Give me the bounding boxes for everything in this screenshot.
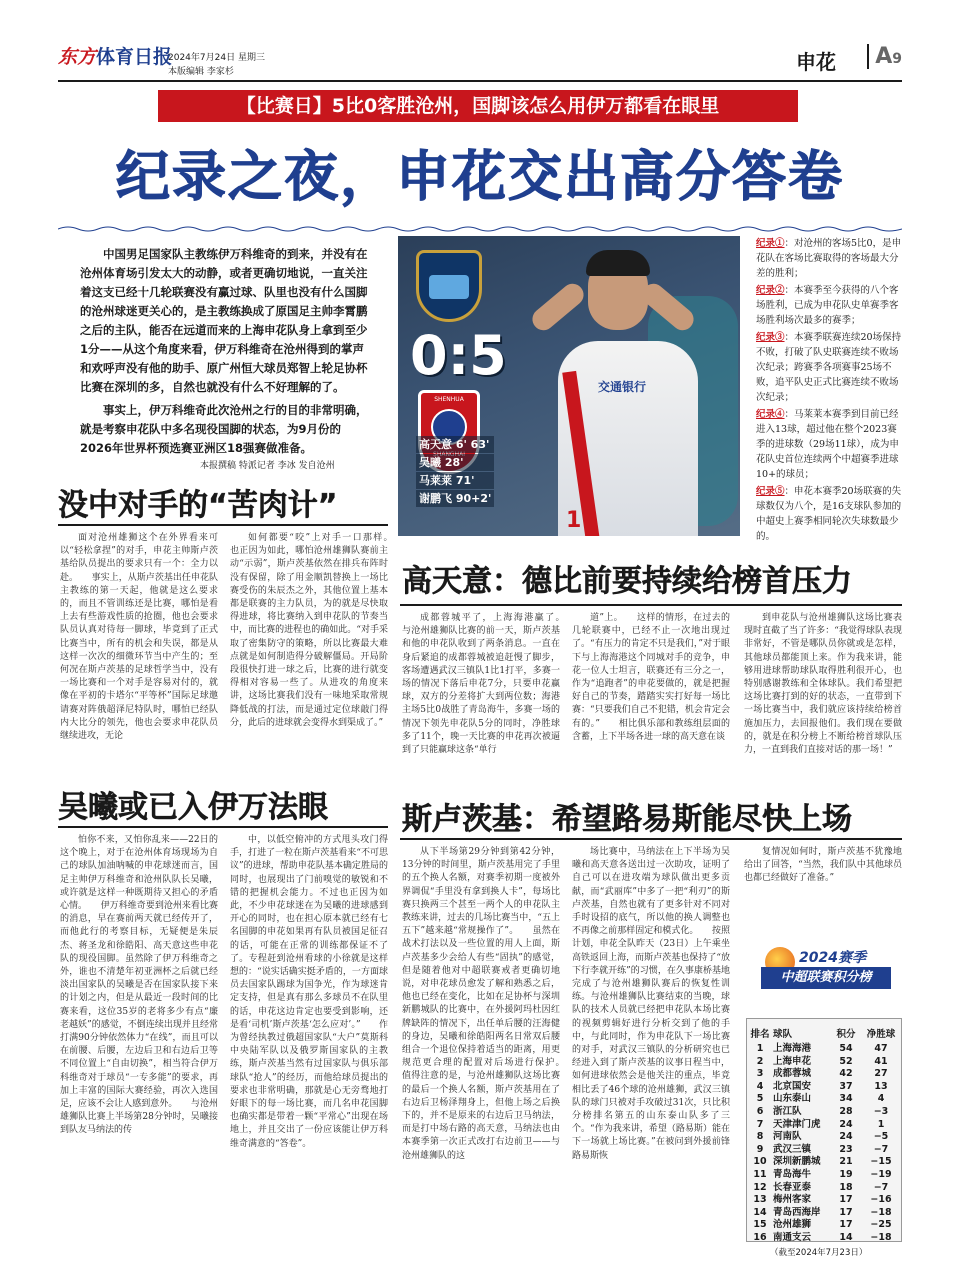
table-row [747,1207,901,1220]
logo-dong: 东方 [58,46,97,68]
section-1-col-1: 面对沧州雄狮这个在外界看来可以“轻松拿捏”的对手，申花主帅斯卢茨基给队员提出的要求只有一个：全力以赴。 事实上，从斯卢茨基出任申花队主教练的第一天起，他就是这么要求的，而且不管训练还是比赛，哪怕是看上去有些游戏性质的抢圈，他也会要求队员认真对待每一脚球，毕竟到了正式比赛当中，所有的机会和失误，都是从这样一次次的细微环节当中产生的；至何况在斯卢茨基的足球哲学当中，没有一场比赛和一个对手是容易对付的，就像在平初的卡塔尔“平等杯”国际足球邀请赛对阵俄超泽尼特队时，哪怕已经队内大比分的领先，他也会要求申花队员继续进攻，无论 [60,533,218,742]
section-3-col-2: 中，以低空俯冲的方式甩头攻门得手，打进了一粒在斯卢茨基看来“不可思议”的进球，帮助申花队基本确定胜局的同时，也展现出了门前嗅觉的敏锐和不错的把握机会能力。不过也正因为如此，不少申花球迷在为吴曦的进球感到开心的同时，也在担心原本就已经有七名国脚的申花如果再有队员被国足征召的话，可能在正常的训练都保证不了了。专程赶到沧州看球的小徐就是这样想的：“说实话确实挺矛盾的，一方面球员去国家队踢球为国争光，作为球迷肯定支持，但是真有那么多球员不在队里的话，申花这边肯定也要受到影响，还是看‘司机’斯卢茨基‘怎么应对’。” 作为曾经执教过俄超国家队“大户”莫斯科中央陆军队以及俄罗斯国家队的主教练，斯卢茨基当然有过国家队与俱乐部球队“抢人”的经历，而他给球员提出的要求也非常明确，那就是心无旁骛地打好眼下的每一场比赛，而几名申花国脚也确实都是带着一颗“平常心”出现在场地上，并且交出了一份应该能让伊万科维奇满意的“答卷”。 [230,835,388,1149]
header-points: 积分 [836,1029,856,1040]
table-row [747,1106,901,1119]
table-row [747,1232,901,1245]
cell-rank: 16 [753,1231,767,1243]
cell-points: 54 [839,1043,853,1054]
table-body [747,1043,901,1245]
cell-rank: 5 [756,1093,764,1105]
jersey-number: 17 [566,508,597,533]
header-goal-diff: 净胜球 [866,1029,896,1040]
cell-team: 河南队 [773,1131,802,1143]
cell-points: 18 [839,1181,853,1193]
scorer: 高天意 6' 63' [416,436,494,453]
cell-goal-diff: −7 [873,1181,889,1193]
section-name: 申花 [796,50,836,74]
section-4-col-3: 复情况如何时，斯卢茨基不犹豫地给出了回答，“当然，我们队中其他球员也都已经做好了准备。” [744,847,902,884]
cell-team: 长春亚泰 [773,1181,812,1193]
page-num: 9 [892,51,902,67]
main-headline: 纪录之夜，申花交出高分答卷 [116,145,844,208]
standings-note: （截至2024年7月23日） [770,1248,868,1258]
cell-rank: 9 [756,1143,764,1155]
standings-header [747,939,903,1015]
cell-team: 沧州雄狮 [773,1219,812,1231]
scorer: 谢鹏飞 90+2' [416,490,494,507]
section-2-col-1: 成都蓉城平了，上海海港赢了。 与沧州雄狮队比赛的前一天，斯卢茨基和他的申花队收到了两条消息。一直在身后紧追的成都蓉城被追赶慢了脚步，客场遭遇武汉三镇队1比1打平，多赛一场的情况下落后申花7分，只要申花赢球，双方的分差将扩大到两位数；海港主场5比0战胜了青岛海牛，多赛一场的情况下领先申花队5分的同时，净胜球多了11个，晚一天比赛的申花再次被逼到了只能赢球这条“单行 [402,613,560,756]
cell-goal-diff: −5 [873,1131,889,1143]
cell-points: 17 [839,1206,853,1218]
cell-rank: 15 [753,1219,767,1231]
header-rank: 排名 [750,1029,770,1040]
cell-rank: 7 [756,1118,764,1130]
section-1-col-2: 如何都要“咬”上对手一口那样。 也正因为如此，哪怕沧州雄狮队赛前主动“示弱”，斯卢茨基依然在排兵布阵时没有保留，除了用金顺凯替换上一场比赛受伤的朱辰杰之外，其他位置上基本都是联赛的主力队员，为的就是尽快取得进球，将比赛纳入到申花队的节奏当中，而比赛的进程也的确如此。“对手采取了密集防守的策略，所以比赛最大难点就是如何制造得分破解僵局。开局阶段很快打进一球之后，比赛的进行就变得相对容易一些了。从进攻的角度来讲，这场比赛我们没有一味地采取常规降低战的打法，而是通过定位球敲门得分，此后的进球就会变得水到渠成了。” [230,533,388,728]
table-row [747,1169,901,1182]
wave-divider [58,225,902,233]
cell-rank: 13 [753,1194,767,1206]
record-item: 纪录③：本赛季联赛连续20场保持不败，打破了队史联赛连续不败场次纪录；跨赛季各项赛事25场不败，追平队史正式比赛连续不败场次纪录； [756,332,902,403]
page-editor: 本版编辑 李家杉 [168,67,234,77]
cell-goal-diff: −19 [870,1168,892,1180]
cell-team: 青岛西海岸 [773,1206,821,1218]
section-2-title: 高天意：德比前要持续给榜首压力 [402,564,852,599]
cell-points: 52 [839,1055,853,1067]
cell-points: 24 [839,1118,853,1130]
page-number [867,44,902,69]
byline: 本报撰稿 特派记者 李冰 发自沧州 [200,461,335,471]
section-3-title: 吴曦或已入伊万法眼 [58,790,328,825]
cell-points: 42 [839,1068,853,1080]
table-row [747,1093,901,1106]
cell-points: 34 [839,1093,853,1105]
table-row [747,1144,901,1157]
table-row [747,1131,901,1144]
cell-team: 天津津门虎 [773,1118,821,1130]
cell-goal-diff: −15 [870,1156,892,1168]
cell-points: 14 [839,1231,853,1243]
cell-rank: 11 [753,1168,767,1180]
table-row [747,1056,901,1069]
section-2-rule [400,604,902,606]
cell-points: 19 [839,1168,853,1180]
cell-goal-diff: −18 [870,1206,892,1218]
table-header-row [747,1027,901,1043]
cell-rank: 6 [756,1105,764,1117]
cell-rank: 4 [756,1080,764,1092]
table-row [747,1194,901,1207]
cell-team: 梅州客家 [773,1194,812,1206]
standings-title: 中超联赛积分榜 [761,967,891,989]
table-row [747,1119,901,1132]
cell-goal-diff: 4 [877,1093,885,1105]
record-item: 纪录④：马莱莱本赛季到目前已经进入13球，超过他在整个2023赛季的进球数（29场11球），成为申花队史首位连续两个中超赛季进球10+的球员； [756,409,899,480]
cell-team: 上海申花 [773,1055,812,1067]
section-1-title: 没中对手的“苦肉计” [58,488,338,523]
cell-goal-diff: 41 [874,1055,888,1067]
cell-team: 成都蓉城 [773,1068,812,1080]
cell-goal-diff: −16 [870,1194,892,1206]
section-2-col-2: 道”上。 这样的情形，在过去的几轮联赛中，已经不止一次地出现过了。“有压力的肯定不只是我们，”对于眼下与上海海港这个同城对手的竞争，申花一位人士坦言，联赛还有三分之一，作为“追跑者”的申花要做的，就是把握好自己的节奏，踏踏实实打好每一场比赛：“只要我们自己不犯错，机会肯定会有的。” 相比俱乐部和教练组层面的含蓄，上下半场各进一球的高天意在谈 [572,613,730,742]
section-3-col-1: 怕你不来，又怕你乱来——22日的这个晚上，对于在沧州体育场现场为自己的球队加油呐喊的申花球迷而言，国足主帅伊万科维奇和沧州队队长吴曦，或许就是这样一种既期待又担心的矛盾心情。 伊万科维奇要到沧州来看比赛的消息，早在赛前两天就已经传开了，而他此行的考察目标，无疑便是朱辰杰、蒋圣龙和徐皓阳、高天意这些申花队的现役国脚。虽然除了伊万科维奇之外，谁也不清楚年初亚洲杯之后就已经淡出国家队的吴曦是否在国家队接下来的计划之内，但是从最近一段时间的比赛来看，这位35岁的老将多少有点“廉老越妖”的感觉，不倒连续出现并且经常打满90分钟依然体力“在线”，而且可以在前腰、后腰，左边后卫和右边后卫等不同位置上“自由切换”，相当符合伊万科维奇对于球员“一专多能”的要求，再加上丰富的国际大赛经验，再次入选国足，应该不会让人感到意外。 与沧州雄狮队比赛上半场第28分钟时，吴曦接到队友马纳法的传 [60,835,218,1136]
top-banner: 【比赛日】5比0客胜沧州，国脚该怎么用伊万都看在眼里 [158,90,798,122]
page-letter: A [875,44,893,69]
cell-points: 24 [839,1131,853,1143]
section-2-col-3: 到申花队与沧州雄狮队这场比赛表现时直截了当了许多：“我觉得球队表现非常好，不管是哪队员你就或是怎样，其他球员都能顶上来。作为我来讲，能够用进球帮助球队取得胜利很开心，也特别感谢教练和全体球队。我们希望把这场比赛打到的好的状态，一直带到下一场比赛当中，我们就应该持续给榜首施加压力，去回报他们。我们现在要做的，就是在积分榜上不断给榜首球队压力，一直到我们直接对话的那一场！” [744,613,902,756]
cell-points: 28 [839,1105,853,1117]
section-4-col-2: 场比赛中，马纳法在上下半场为吴曦和高天意各送出过一次助攻，证明了自己可以在进攻端为球队做出更多贡献，而“武丽库”中多了一把“利刃”的斯卢茨基，自然也就有了更多针对不同对手时设招的底气，所以他的换人调整也不再像之前那样固定和模式化。 按照计划，申花全队昨天（23日）上午乘坐高铁返回上海，而斯卢茨基也保持了“放下行李就开练”的习惯，在久事康桥基地完成了与沧州雄狮队赛后的恢复性训练。与沧州雄狮队比赛结束的当晚，球队的技术人员就已经把申花队本场比赛的视频剪辑好进行分析交到了他的手中，与此同时，作为申花队下一场比赛的对手，对武汉三镇队的分析研究也已经进入到了斯卢茨基的议事日程当中，如何进球依然会是他关注的重点，毕竟相比丢了46个球的沧州雄狮，武汉三镇队的球门只被对手攻破过31次，只比积分榜排名第五的山东泰山队多了三个。“作为我来讲，希望（路易斯）能在下一场就上场比赛。”在被问到外援前锋路易斯恢 [572,847,730,1161]
standings-season: 2024赛季 [799,950,866,966]
cell-goal-diff: 13 [874,1080,888,1092]
cell-points: 17 [839,1194,853,1206]
newspaper-logo [58,42,172,69]
cell-rank: 3 [756,1068,764,1080]
table-row [747,1182,901,1195]
scorer: 吴曦 28' [416,454,494,471]
section-4-rule [400,838,902,840]
issue-date: 2024年7月24日 星期三 [168,53,265,63]
scorer: 马莱莱 71' [416,472,494,489]
table-row [747,1156,901,1169]
cell-team: 山东泰山 [773,1093,812,1105]
cell-goal-diff: −7 [873,1143,889,1155]
cell-goal-diff: 47 [874,1043,888,1054]
cell-rank: 12 [753,1181,767,1193]
table-row [747,1043,901,1056]
section-4-col-1: 从下半场第29分钟到第42分钟，13分钟的时间里，斯卢茨基用完了手里的五个换人名额，对赛季初期一度被外界调侃“手里没有拿到换人卡”，每场比赛只换两三个甚至一两个人的申花队主教练来讲，过去的几场比赛当中，“五上五下”越来越“常规操作了”。 虽然在战术打法以及一些位置的用人上面，斯卢茨基多少会给人有些“固执”的感觉，但是随着他对中超联赛戒者更确切地说，对申花球员愈发了解和熟悉之后，他也已经在变化，比如在足协杯与深圳新鹏城队的比赛中，在外援阿玛杜因红牌缺阵的情况下，出任单后腰的汪海健的身边，吴曦和徐皓阳两名日常双后腰组合一个退位保持着适当的距离，用更规范更合理的配置对后场进行保护。 值得注意的是，与沧州雄狮队这场比赛的最后一个换人名额，斯卢茨基用在了右边后卫杨泽翔身上，但他上场之后换下的，并不是原来的右边后卫马纳法，而是打中场右路的高天意，马纳法也由本赛季第一次正式改打右边前卫——与沧州雄狮队的这 [402,847,560,1161]
match-score: 0:5 [410,324,507,387]
cell-team: 北京国安 [773,1080,812,1092]
match-photo [398,236,740,536]
cell-rank: 10 [753,1156,767,1168]
lead-paragraph-1: 中国男足国家队主教练伊万科维奇的到来，并没有在沧州体育场引发太大的动静，或者更确切地说，一直关注着这支已经十几轮联赛没有赢过球、队里也没有什么国脚的沧州球迷更关心的，是主教练换成了原国足主帅李霄鹏之后的主队，能否在远道而来的上海申花队身上拿到至少1分——从这个角度来看，伊万科维奇在沧州得到的掌声和欢呼声没有他的助手、原广州恒大球员郑智上轮足协杯比赛在深圳的多，自然也就没有什么不好理解的了。 [80,247,368,394]
cell-goal-diff: −18 [870,1231,892,1243]
cell-points: 23 [839,1143,853,1155]
section-1-rule [58,524,388,526]
cangzhou-badge-icon [416,250,482,322]
record-item: 纪录①：对沧州的客场5比0，是申花队在客场比赛取得的客场最大分差的胜利； [756,238,902,279]
cell-rank: 8 [756,1131,764,1143]
table-row [747,1081,901,1094]
record-item: 纪录②：本赛季至今获得的八个客场胜利，已成为申花队史单赛季客场胜利场次最多的赛季； [756,285,899,326]
lead-article [80,245,370,462]
cell-points: 17 [839,1219,853,1231]
cell-team: 深圳新鹏城 [773,1156,821,1168]
scorers-list [416,436,494,508]
table-row [747,1219,901,1232]
cell-rank: 14 [753,1206,767,1218]
lead-paragraph-2: 事实上，伊万科维奇此次沧州之行的目的非常明确，就是考察申花队中多名现役国脚的状态，为9月份的2026年世界杯预选赛亚洲区18强赛做准备。 [80,403,368,455]
cell-rank: 1 [756,1043,764,1054]
header-team: 球队 [773,1029,793,1040]
badge-top-text: SHENHUA [434,396,464,403]
logo-rest: 体育日报 [96,46,173,68]
masthead [58,42,902,82]
cell-team: 武汉三镇 [773,1143,812,1155]
section-3-rule [58,826,388,828]
cell-goal-diff: −3 [873,1105,889,1117]
cell-goal-diff: −25 [870,1219,892,1231]
records-list [756,236,906,546]
standings-table [746,950,902,1243]
cell-goal-diff: 1 [877,1118,885,1130]
cell-points: 37 [839,1080,853,1092]
cell-team: 青岛海牛 [773,1168,812,1180]
section-4-title: 斯卢茨基：希望路易斯能尽快上场 [402,802,852,837]
cell-points: 21 [839,1156,853,1168]
table-row [747,1068,901,1081]
shirt-sponsor: 交通银行 [598,380,647,394]
cell-team: 上海海港 [773,1043,812,1054]
cell-team: 南通支云 [773,1231,812,1243]
record-item: 纪录⑤：申花本赛季20场联赛的失球数仅为八个，是16支球队参加的中超史上赛季相同轮次失球数最少的。 [756,486,902,542]
cell-goal-diff: 27 [874,1068,888,1080]
cell-rank: 2 [756,1055,764,1067]
cell-team: 浙江队 [773,1105,802,1117]
